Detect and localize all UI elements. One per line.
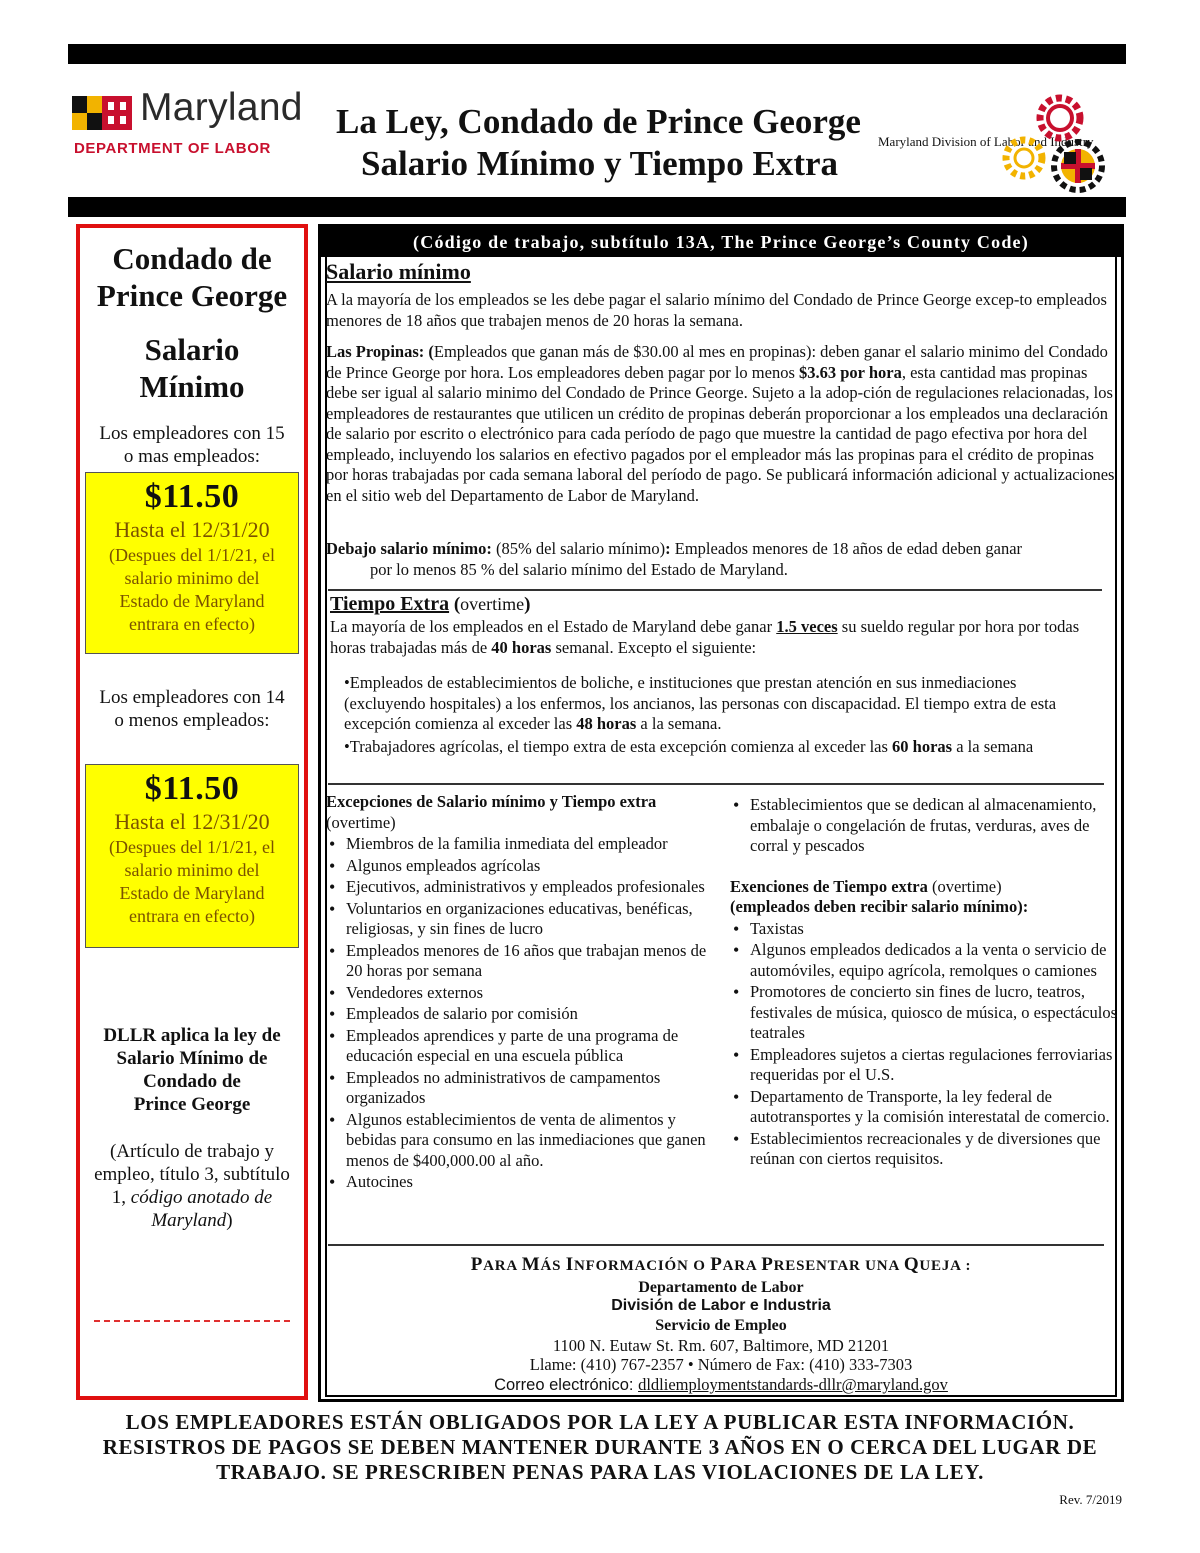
tips-label: Las Propinas:: [326, 342, 425, 361]
overtime-exemptions-subtitle-text: (empleados deben recibir salario mínimo):: [730, 897, 1029, 916]
wage-after-line4: entrara en efecto): [129, 614, 255, 634]
contact-address: 1100 N. Eutaw St. Rm. 607, Baltimore, MD 21201: [552, 1336, 890, 1355]
wage-after-line3: Estado de Maryland: [119, 883, 265, 903]
exception-48-hours: 48 horas: [576, 714, 637, 733]
wage-after-line3: Estado de Maryland: [119, 591, 265, 611]
overtime-exception-48-hours: [344, 673, 1100, 735]
dllr-enforcement-note: [80, 1024, 304, 1116]
list-item: • Promotores de concierto sin fines de lucro, teatros, festivales de música, quiosco de música, o espectáculos teatrales: [730, 982, 1120, 1044]
contact-heading-1: P: [470, 1254, 484, 1275]
tips-text1: Empleados que ganan más de $30.00 al mes en propinas): deben ganar el salario minimo del Condado de Prince George por hora. Los empleadores deben pagar por lo menos: [326, 342, 1108, 382]
citation-line3: [80, 1186, 304, 1209]
signature-mark: [94, 1320, 290, 1323]
wage-after-note: [86, 544, 298, 636]
left-summary-panel: [76, 224, 308, 1400]
list-item: • Algunos empleados agrícolas: [326, 856, 718, 877]
overtime-paren-word: overtime: [460, 594, 525, 614]
contact-heading: [320, 1254, 1122, 1276]
wage-after-line1: (Despues del 1/1/21, el: [109, 837, 275, 857]
citation-close: ): [226, 1210, 233, 1231]
exemptions-column-2: [730, 794, 1120, 1170]
employers-15-or-more: [80, 422, 304, 468]
dllr-line2: Salario Mínimo de: [116, 1048, 268, 1069]
sub-minimum-line1: [326, 539, 1120, 560]
contact-heading-10: RESENTAR UNA: [773, 1258, 904, 1274]
sub-minimum-percent: (85% del salario mínimo): [491, 539, 666, 558]
maryland-department-of-labor-logo: [72, 86, 322, 162]
exception-60-end: a la semana: [952, 737, 1034, 756]
top-black-bar: [68, 44, 1126, 64]
list-item: • Taxistas: [730, 919, 1120, 940]
wage-after-note: [86, 836, 298, 928]
sub-minimum-colon: :: [665, 539, 671, 558]
county-heading-line1: Condado de: [112, 241, 272, 276]
contact-service: Servicio de Empleo: [655, 1317, 787, 1334]
footer-notice-line2: RESISTROS DE PAGOS SE DEBEN MANTENER DURANTE 3 AÑOS EN O CERCA DEL LUGAR DE: [102, 1435, 1098, 1459]
overtime-text2: su sueldo regular por hora por todas horas trabajadas más de: [330, 617, 1080, 657]
list-item: • Empleadores sujetos a ciertas regulaciones ferroviarias requeridas por el U.S.: [730, 1045, 1120, 1086]
contact-heading-9: P: [761, 1254, 774, 1275]
contact-heading-6: NFORMACIÓN O: [573, 1258, 711, 1274]
section-divider: [328, 783, 1104, 785]
list-item: • Vendedores externos: [326, 983, 718, 1004]
section-divider: [328, 1244, 1104, 1246]
overtime-paren-open: (: [449, 594, 461, 615]
wage-after-line1: (Despues del 1/1/21, el: [109, 545, 275, 565]
exception-48-end: a la semana.: [636, 714, 722, 733]
county-heading-line2: Prince George: [96, 278, 288, 313]
wage-box-15-or-more: [85, 472, 299, 654]
contact-email-label: Correo electrónico:: [494, 1376, 639, 1394]
list-item: • Departamento de Transporte, la ley federal de autotransportes y la comisión interestatal de comercio.: [730, 1087, 1120, 1128]
citation-line2: empleo, título 3, subtítulo: [94, 1164, 290, 1185]
citation-line3-a: 1,: [111, 1187, 131, 1208]
contact-email-link[interactable]: dldliemploymentstandards-dllr@maryland.gov: [638, 1375, 948, 1394]
employers-15-line2: o mas empleados:: [123, 446, 261, 467]
exception-60-text: •Trabajadores agrícolas, el tiempo extra de esta excepción comienza al exceder las: [344, 737, 893, 756]
list-item: • Empleados de salario por comisión: [326, 1004, 718, 1025]
list-item: • Miembros de la familia inmediata del empleador: [326, 834, 718, 855]
exemptions-title-text: Excepciones de Salario mínimo y Tiempo extra: [326, 792, 657, 811]
overtime-text3: semanal. Excepto el siguiente:: [551, 637, 757, 657]
page-title-line2: Salario Mínimo y Tiempo Extra: [361, 144, 839, 183]
statute-citation: [80, 1140, 304, 1232]
county-heading: [80, 240, 304, 314]
citation-line1: (Artículo de trabajo y: [109, 1141, 275, 1162]
contact-heading-7: P: [710, 1254, 723, 1275]
overtime-exemptions-subtitle: [730, 897, 1120, 918]
wage-until-date: Hasta el 12/31/20: [114, 517, 270, 542]
list-item: • Algunos establecimientos de venta de alimentos y bebidas para consumo en las inmediaciones que ganen menos de $400,000.00 al año.: [326, 1110, 718, 1172]
minimum-wage-text: A la mayoría de los empleados se les debe pagar el salario mínimo del Condado de Prince George excep-to empleados menores de 18 años que trabajen menos de 20 horas la semana.: [326, 290, 1107, 330]
logo-name: Maryland: [140, 86, 303, 129]
wage-after-line2: salario minimo del: [124, 860, 260, 880]
maryland-flag-icon: [72, 92, 138, 134]
sub-minimum-label: Debajo salario mínimo:: [326, 539, 492, 558]
sub-minimum-paragraph: [326, 539, 1120, 580]
contact-phone: Llame: (410) 767-2357 • Número de Fax: (410) 333-7303: [529, 1355, 913, 1374]
contact-heading-12: UEJA :: [919, 1258, 972, 1274]
exemptions-list: [326, 834, 718, 1193]
employers-14-or-fewer: [80, 686, 304, 732]
overtime-rate: 1.5 veces: [776, 617, 838, 636]
overtime-exemptions-title-text: Exenciones de Tiempo extra: [730, 876, 928, 896]
list-item: • Establecimientos recreacionales y de diversiones que reúnan con ciertos requisitos.: [730, 1129, 1120, 1170]
revision-date: Rev. 7/2019: [1059, 1492, 1122, 1507]
section-divider: [328, 589, 1102, 591]
list-item: • Empleados menores de 16 años que trabajan menos de 20 horas por semana: [326, 941, 718, 982]
contact-division: División de Labor e Industria: [611, 1297, 831, 1314]
exemptions-title: [326, 792, 718, 813]
exemptions-column-1: [326, 792, 718, 1193]
list-item: • Empleados no administrativos de campamentos organizados: [326, 1068, 718, 1109]
list-item: • Voluntarios en organizaciones educativas, benéficas, religiosas, y sin fines de lucro: [326, 899, 718, 940]
dllr-line1: DLLR aplica la ley de: [103, 1025, 281, 1046]
employers-14-line1: Los empleadores con 14: [99, 687, 285, 708]
page-title-line1: La Ley, Condado de Prince George: [336, 102, 861, 141]
contact-department: Departamento de Labor: [638, 1279, 804, 1296]
minimum-wage-heading-line2: Mínimo: [139, 369, 245, 404]
tips-paren: (: [424, 342, 434, 361]
citation-line4-text: Maryland: [151, 1210, 227, 1231]
code-reference-header: (Código de trabajo, subtítulo 13A, The Prince George’s County Code): [321, 227, 1121, 257]
list-item: • Algunos empleados dedicados a la venta o servicio de automóviles, equipo agrícola, remolques o camiones: [730, 940, 1120, 981]
exemptions-subtitle: (overtime): [326, 812, 396, 832]
header-black-bar: [68, 197, 1126, 217]
overtime-exemptions-title-paren: (overtime): [927, 876, 1002, 896]
tips-paragraph: [326, 342, 1120, 506]
employers-14-line2: o menos empleados:: [114, 710, 270, 731]
logo-department: DEPARTMENT OF LABOR: [74, 140, 271, 157]
overtime-exemptions-list: [730, 919, 1120, 1170]
overtime-text: [330, 617, 1100, 658]
tips-rate: $3.63 por hora: [799, 362, 902, 382]
labor-industry-gears-logo: [1002, 92, 1110, 196]
contact-heading-11: Q: [903, 1254, 920, 1275]
contact-heading-5: I: [565, 1254, 574, 1275]
list-item: • Empleados aprendices y parte de una programa de educación especial en una escuela pública: [326, 1026, 718, 1067]
spacer: [730, 857, 1120, 877]
contact-heading-2: ARA: [483, 1258, 522, 1274]
overtime-paren-close: ): [524, 594, 531, 615]
contact-heading-8: ARA: [722, 1258, 762, 1274]
overtime-hours: 40 horas: [491, 637, 552, 657]
list-item: • Ejecutivos, administrativos y empleados profesionales: [326, 877, 718, 898]
wage-after-line2: salario minimo del: [124, 568, 260, 588]
overtime-section-title: [330, 594, 530, 616]
overtime-exception-60-hours: [344, 737, 1100, 758]
dllr-line4: Prince George: [133, 1094, 251, 1115]
wage-box-14-or-fewer: [85, 764, 299, 948]
wage-after-line4: entrara en efecto): [129, 906, 255, 926]
wage-amount: $11.50: [144, 478, 240, 515]
footer-notice-line1: LOS EMPLEADORES ESTÁN OBLIGADOS POR LA LEY A PUBLICAR ESTA INFORMACIÓN.: [125, 1410, 1075, 1434]
sub-minimum-text: Empleados menores de 18 años de edad deben ganar: [670, 539, 1023, 558]
sub-minimum-line2: por lo menos 85 % del salario mínimo del Estado de Maryland.: [370, 559, 788, 579]
employers-15-line1: Los empleadores con 15: [99, 423, 285, 444]
list-item: • Establecimientos que se dedican al almacenamiento, embalaje o congelación de frutas, verduras, aves de corral y pescados: [730, 795, 1120, 857]
minimum-wage-section-title: Salario mínimo: [326, 259, 471, 284]
exemptions-list-continued: [730, 795, 1120, 857]
list-item: • Autocines: [326, 1172, 718, 1193]
citation-line3-b: código anotado de: [130, 1187, 273, 1208]
citation-line4: [80, 1209, 304, 1232]
overtime-exemptions-title: [730, 877, 1120, 898]
wage-until-date: Hasta el 12/31/20: [114, 809, 270, 834]
contact-email-line: [320, 1375, 1122, 1395]
overtime-title-text: Tiempo Extra: [330, 593, 450, 615]
wage-amount: $11.50: [144, 770, 240, 807]
tips-text2: , esta cantidad mas propinas debe ser igual al salario minimo del Condado de Prince George. Sujeto a la adop-ción de regulaciones relacionadas, los empleadores de restaurantes que utilicen un crédito de propinas deberán proporcionar a los empleados una declaración de salario por escrito o electrónico para cada período de pago que muestre la cantidad de pago efectiva por hora del empleado, incluyendo los salarios en efectivo pagados por el empleador más las propinas para el crédito de propinas por horas trabajadas por cada semana laboral del período de pago. Se publicará información adicional y actualizaciones en el sitio web del Departamento de Labor de Maryland.: [326, 362, 1115, 505]
overtime-text1: La mayoría de los empleados en el Estado de Maryland debe ganar: [330, 617, 777, 636]
contact-heading-3: M: [521, 1254, 541, 1275]
exception-60-hours: 60 horas: [892, 737, 953, 756]
exception-48-text: •Empleados de establecimientos de boliche, e instituciones que prestan atención en sus inmediaciones (excluyendo hospitales) a los enfermos, los ancianos, las personas con discapacidad. El tiempo extra de esta excepción comienza al exceder las: [344, 673, 1057, 733]
division-label: Maryland Division of Labor and Industry: [878, 134, 1094, 149]
dllr-line3: Condado de: [143, 1071, 241, 1092]
minimum-wage-heading: [80, 331, 304, 405]
footer-notice-line3: TRABAJO. SE PRESCRIBEN PENAS PARA LAS VIOLACIONES DE LA LEY.: [216, 1460, 984, 1484]
contact-heading-4: ÁS: [540, 1258, 566, 1274]
minimum-wage-heading-line1: Salario: [144, 332, 240, 367]
